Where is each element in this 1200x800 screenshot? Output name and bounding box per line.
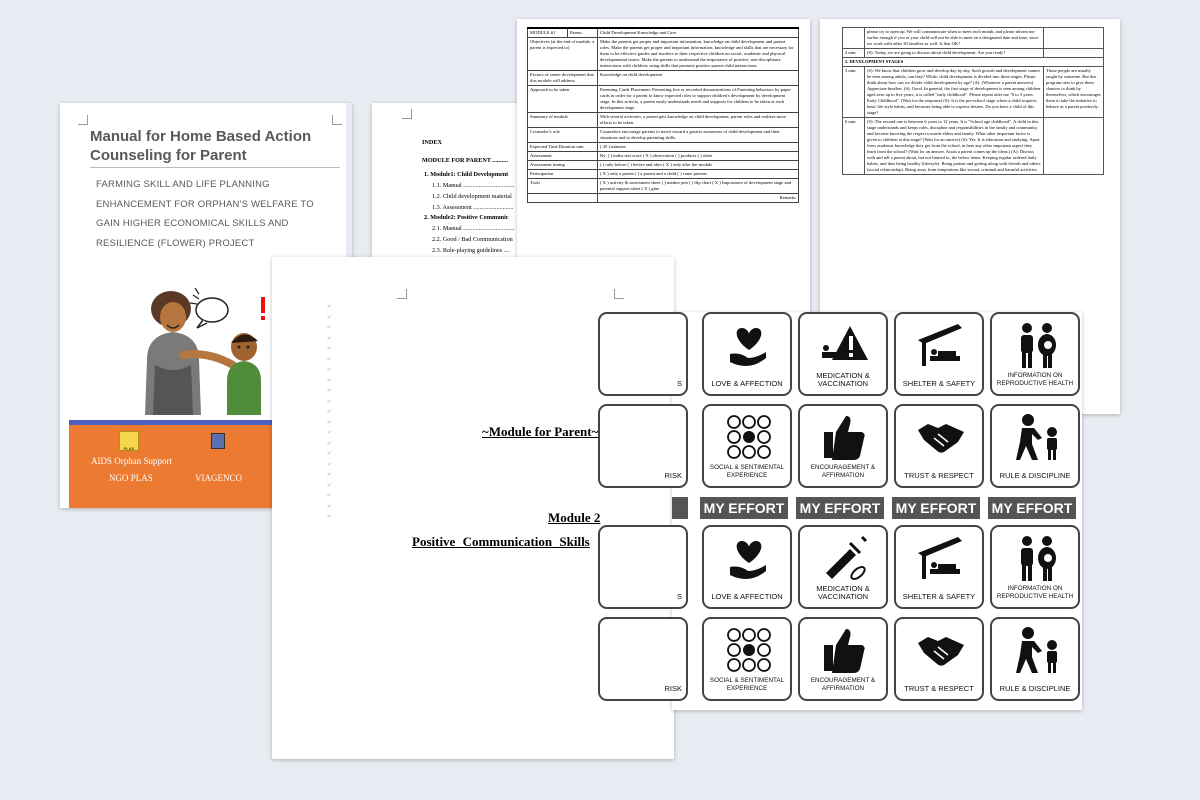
table-cell: Expected Time Duration min. [528,143,598,152]
module-parent-title: ~Module for Parent~ [482,424,599,439]
card-label: RISK [664,684,682,693]
card-label: S [676,379,682,388]
card-label: MEDICATION & VACCINATION [816,371,870,388]
table-cell: Participation [528,170,598,179]
card-label: RULE & DISCIPLINE [999,684,1071,693]
couple-pregnancy-icon [1012,320,1062,370]
plas-logo: PLAS [119,431,139,451]
card-label: ENCOURAGEMENT & AFFIRMATION [810,464,876,479]
card-trust-respect [894,404,984,488]
card-label: RULE & DISCIPLINE [999,471,1071,480]
table-row [528,143,799,152]
cover-subtitle [96,175,346,253]
table-row [843,118,1104,175]
handshake-icon [916,625,966,675]
card-love-affection [702,312,792,396]
effort-label: MY EFFORT [988,497,1076,519]
effort-label: MY EFFORT [700,497,788,519]
support-label: AIDS Orphan Support [91,456,172,466]
card-label: TRUST & RESPECT [904,471,974,480]
index-module-line: MODULE FOR PARENT .......... [422,157,508,164]
card-rule-discipline [990,404,1080,488]
index-line: 1.3. Assessment .......................... [432,204,514,211]
table-row [528,86,799,113]
index-page [372,103,522,258]
table-cell: By: ( ) index test score ( X ) observation ( ) products ( ) other [598,152,799,161]
thumbs-up-icon [820,412,870,462]
parenting-cards-sheet [664,312,1082,710]
table-cell: Parent [568,28,598,38]
card-social-sentimental [702,617,792,701]
module-name: Positive Communication Skills [412,534,590,549]
table-cell: ( 45 ) minutes [598,143,799,152]
cover-title: Manual for Home Based Action Counseling for Parent [90,128,312,164]
table-cell: Those people are usually taught by someone. But this program tries to give them chances to think by themselves, which encourages them to take the initiative to behave as a parent positively. [1044,67,1104,118]
table-cell: 2 min. [843,49,865,58]
index-line: 1. Module1: Child Development [424,171,509,178]
table-cell: (S): The second one is between 6 years to 12 years. It is "School age childhood". A child in this stage understands and keeps rules, discipline and responsibilities in the family and community, and become knowing the respect towards elders and family. What other important factor is given to children at this stage? (Wait for an answer) (S): Yes. It is education and studying. Apart from academic knowledge they get from the school, in here any other important aspect they learn from the school? (Wait for an answer. Assist a parent comes up the ideas.) (A): Discuss with and tell a parent about, but not limited to, the below items. Keeping regular ordered daily habits, and thus being healthy (lifestyle). Being patient and getting along with friends and others (social relationship). Being away from temptations like sexual, criminal and harmful activities. [865,118,1044,175]
shelter-bed-icon [916,533,966,583]
table-cell: Child Development Knowledge and Care [598,28,799,38]
table-row [843,28,1104,49]
index-line: 2. Module2: Positive Communic [424,214,509,221]
table-cell [1044,118,1104,175]
table-cell: Make the parents get proper and important information, knowledge on child development and parent roles. Make the parents get proper and important information, knowledge and skills that are necessary for them to be effective guides and teachers to their respective children on social, academic and physical developmental issues. Make the parents to understand the importance of positive, non-disciplinary interactions with children; using skills that promote positive parent-child interactions. [598,38,799,71]
corner-mark [397,289,407,299]
table-row [528,71,799,86]
card-label: RISK [664,471,682,480]
table-row [843,67,1104,118]
card-label: SOCIAL & SENTIMENTAL EXPERIENCE [709,677,785,692]
handshake-icon [916,412,966,462]
table-row [528,170,799,179]
table-cell [528,194,598,203]
table-row [528,179,799,194]
subtitle-line: FARMING SKILL AND LIFE PLANNING [96,179,270,190]
card-label: LOVE & AFFECTION [711,379,783,388]
lesson-table [842,27,1104,175]
emotion-faces-icon [724,625,774,675]
card-label: ENCOURAGEMENT & AFFIRMATION [810,677,876,692]
adult-child-icon [1012,412,1062,462]
card-medication-vaccination [798,525,888,609]
index-line: 1.2. Child development material [432,193,512,200]
couple-pregnancy-icon [1012,533,1062,583]
adult-child-icon [1012,625,1062,675]
card-encouragement-affirmation [798,617,888,701]
shelter-bed-icon [916,320,966,370]
corner-mark [78,115,88,125]
table-cell: ( ) only before ( ) before and after ( X ) only after the module [598,161,799,170]
card-partial [598,617,688,701]
table-cell: please try to open up. We will communicate when to meet each month, and please inform me earlier enough if you or your child will not be able to meet on a designated date and time, since we work with other 30 families as well. Is that OK? [865,28,1044,49]
table-cell: Objectives (at the end of module, a parent is expected to) [528,38,598,71]
index-line: 1.1. Manual ................................. [432,182,515,189]
subtitle-line: ENHANCEMENT FOR ORPHAN'S WELFARE TO [96,198,314,210]
table-cell [1044,49,1104,58]
table-cell: 6 min. [843,118,865,175]
card-rule-discipline [990,617,1080,701]
table-cell [1044,28,1104,49]
ngo-label: NGO PLAS [109,473,153,483]
card-label: INFORMATION ON REPRODUCTIVE HEALTH [996,585,1074,600]
card-medication-vaccination [798,312,888,396]
table-cell: ( X ) activity & assessment sheet ( ) marker pen ( ) flip chart ( X ) Importance of development stage and parental support sheet ( X ) glue [598,179,799,194]
card-reproductive-health [990,312,1080,396]
table-cell: Assessment [528,152,598,161]
card-label: INFORMATION ON REPRODUCTIVE HEALTH [996,372,1074,387]
table-cell: (S): We know that children grow and develop day by day. Such growth and development cannot be seen among adults, can they? While, child development is divided into three stages. Please think about how can we divide child development by age? (A): (Whatever a parent answers) Appreciate him/her. (S): Good. In general, the first stage of development is seen among children aged zero up to five years, it is called "early childhood". Please repeat after me "0 to 5 years Early Childhood". (Wait for the response) (S): It is the pre-school stage where a child acquires basic life style habits, and becomes being able to express desires. Do you have a child of this stage? [865,67,1044,118]
table-row [528,152,799,161]
heart-hand-icon [724,320,774,370]
card-shelter-safety [894,312,984,396]
card-label: SHELTER & SAFETY [902,379,976,388]
table-cell: Remarks [598,194,799,203]
table-cell: ( X ) only a parent ( ) a parent and a child ( ) some parents [598,170,799,179]
thumbs-up-icon [820,625,870,675]
table-row [528,128,799,143]
card-love-affection [702,525,792,609]
card-social-sentimental [702,404,792,488]
table-cell: (S): Today, we are going to discuss about child development. Are you ready? [865,49,1044,58]
table-row [528,194,799,203]
corner-mark [614,289,624,299]
table-cell: Assessment timing [528,161,598,170]
viagenco-logo [211,433,225,449]
table-cell: With several activities, a parent gets knowledge on child development, parent roles and realizes more efforts to be taken. [598,113,799,128]
card-trust-respect [894,617,984,701]
card-label: SOCIAL & SENTIMENTAL EXPERIENCE [709,464,785,479]
effort-label-partial [672,497,688,519]
table-cell: Tools [528,179,598,194]
heart-hand-icon [724,533,774,583]
table-row [528,28,799,38]
table-cell: Counselors encourage parents to move toward a greater awareness of child development and their situations and to develop parenting skills. [598,128,799,143]
effort-label: MY EFFORT [796,497,884,519]
section-heading: 2. DEVELOPMENT STAGES [843,58,1104,67]
index-line: 2.2. Good / Bad Communication [432,236,513,243]
parent-child-illustration [135,285,285,415]
card-encouragement-affirmation [798,404,888,488]
syringe-pill-icon [820,533,870,583]
card-partial [598,404,688,488]
paragraph-marks: ↵ ↵ ↵ ↵ ↵ ↵ ↵ ↵ ↵ ↵ ↵ ↵ ↵ ↵ ↵ ↵ ↵ ↵ ↵ ↵ ↵ [327,304,333,520]
table-cell [843,28,865,49]
table-row [843,49,1104,58]
index-heading: INDEX [422,139,442,146]
card-partial [598,312,688,396]
card-reproductive-health [990,525,1080,609]
corner-mark [402,109,412,119]
partner-label: VIAGENCO [195,473,242,483]
subtitle-line: GAIN HIGHER ECONOMICAL SKILLS AND [96,218,289,229]
corner-mark [332,115,342,125]
card-label: MEDICATION & VACCINATION [816,584,870,601]
table-row [528,38,799,71]
card-shelter-safety [894,525,984,609]
table-cell: 3 min. [843,67,865,118]
card-label: S [676,592,682,601]
card-label: SHELTER & SAFETY [902,592,976,601]
module-number: Module 2 [548,510,601,525]
index-line: 2.3. Role-playing guidelines .... [432,247,510,254]
module-table [527,27,799,203]
index-line: 2.1. Manual ................................. [432,225,515,232]
emotion-faces-icon [724,412,774,462]
table-cell: Counselor's role [528,128,598,143]
title-rule [90,167,340,168]
card-label: LOVE & AFFECTION [711,592,783,601]
table-row [528,113,799,128]
table-cell: Knowledge on child development [598,71,799,86]
table-cell: Summary of module [528,113,598,128]
table-row [843,58,1104,67]
table-cell: Factors of career development that this module will address [528,71,598,86]
table-cell: Parenting Cards Placement: Presenting live or recorded demonstrations of Parenting behaviors by paper cards in order for a parent to know expected roles to support children's development by development stage. In this activity, a parent easily understands needs and supports for children to be taken at each development stage. [598,86,799,113]
table-cell: MODULE #1 [528,28,568,38]
table-row [528,161,799,170]
effort-label: MY EFFORT [892,497,980,519]
card-label: TRUST & RESPECT [904,684,974,693]
effort-bar-row [672,497,1078,521]
hospital-warning-icon [820,320,870,370]
card-partial [598,525,688,609]
subtitle-line: RESILIENCE (FLOWER) PROJECT [96,237,255,249]
table-cell: Approach to be taken [528,86,598,113]
